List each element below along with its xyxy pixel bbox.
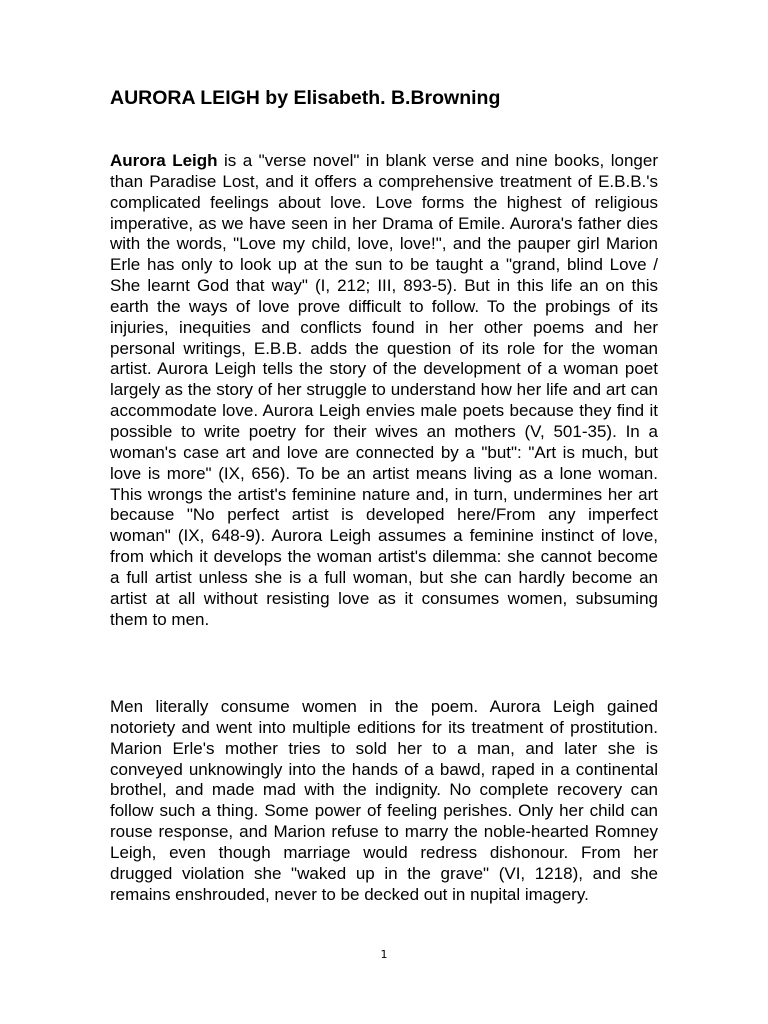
paragraph	[110, 151, 658, 630]
paragraph-lead-bold: Aurora Leigh	[110, 151, 218, 170]
paragraph-text: Men literally consume women in the poem. Aurora Leigh gained notoriety and went into multiple editions for its treatment of prostitution. Marion Erle's mother tries to sold her to a man, and later she is conveyed unknowingly into the hands of a bawd, raped in a continental brothel, and made mad with the indignity. No complete recovery can follow such a thing. Some power of feeling perishes. Only her child can rouse response, and Marion refuse to marry the noble-hearted Romney Leigh, even though marriage would redress dishonour. From her drugged violation she "waked up in the grave" (VI, 1218), and she remains enshrouded, never to be decked out in nupital imagery.	[110, 697, 658, 904]
paragraph-text: is a "verse novel" in blank verse and nine books, longer than Paradise Lost, and it offers a comprehensive treatment of E.B.B.'s complicated feelings about love. Love forms the highest of religious imperative, as we have seen in her Drama of Emile. Aurora's father dies with the words, "Love my child, love, love!", and the pauper girl Marion Erle has only to look up at the sun to be taught a "grand, blind Love / She learnt God that way" (I, 212; III, 893-5). But in this life an on this earth the ways of love prove difficult to follow. To the probings of its injuries, inequities and conflicts found in her other poems and her personal writings, E.B.B. adds the question of its role for the woman artist. Aurora Leigh tells the story of the development of a woman poet largely as the story of her struggle to understand how her life and art can accommodate love. Aurora Leigh envies male poets because they find it possible to write poetry for their wives an mothers (V, 501-35). In a woman's case art and love are connected by a "but": "Art is much, but love is more" (IX, 656). To be an artist means living as a lone woman. This wrongs the artist's feminine nature and, in turn, undermines her art because "No perfect artist is developed here/From any imperfect woman" (IX, 648-9). Aurora Leigh assumes a feminine instinct of love, from which it develops the woman artist's dilemma: she cannot become a full artist unless she is a full woman, but she can hardly become an artist at all without resisting love as it consumes women, subsuming them to men.	[110, 151, 658, 629]
page-number: 1	[380, 948, 388, 961]
paragraph	[110, 697, 658, 905]
document-title: AURORA LEIGH by Elisabeth. B.Browning	[110, 87, 501, 109]
